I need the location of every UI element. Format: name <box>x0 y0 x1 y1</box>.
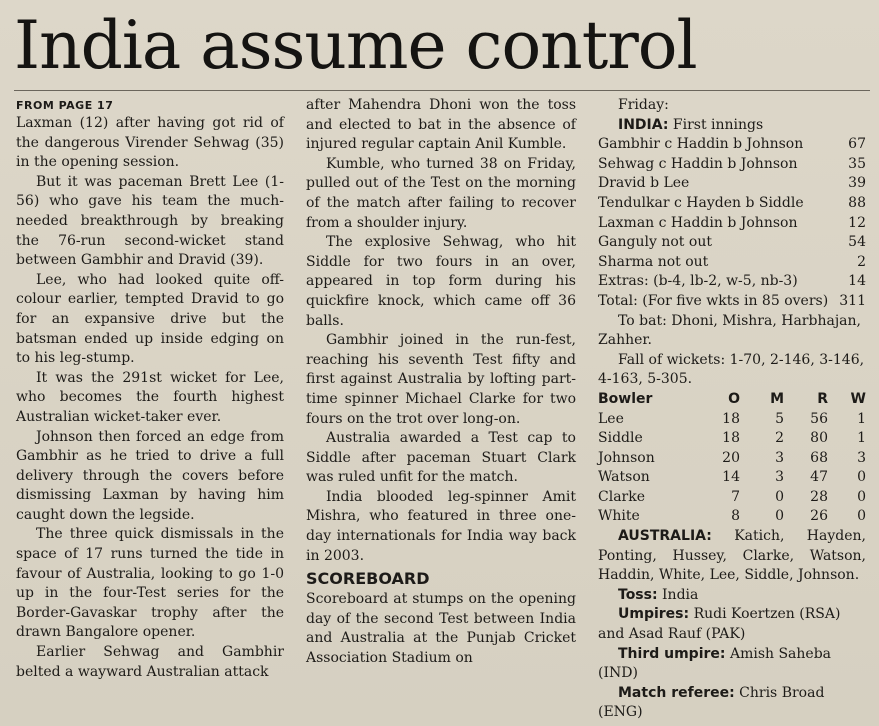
batsman: Laxman c Haddin b Johnson <box>598 214 798 231</box>
maidens: 0 <box>775 488 784 505</box>
fall-of-wickets: Fall of wickets: 1-70, 2-146, 3-146, 4-163, 5-305. <box>598 351 865 388</box>
runs: 88 <box>848 194 866 211</box>
third-umpire-label: Third umpire: <box>618 645 726 662</box>
scoreboard-day: Friday: <box>618 97 669 113</box>
australia-lineup <box>598 527 866 586</box>
extras-runs: 14 <box>848 273 866 290</box>
article-column-2 <box>306 96 576 669</box>
runs: 54 <box>848 234 866 251</box>
batting-row <box>598 233 866 253</box>
batting-row <box>598 253 866 273</box>
batting-row <box>598 174 866 194</box>
runs: 68 <box>810 449 828 466</box>
runs: 26 <box>810 508 828 525</box>
overs-header: O <box>728 390 740 407</box>
runs: 47 <box>810 469 828 486</box>
bowling-row <box>598 468 866 488</box>
extras-row <box>598 272 866 292</box>
wickets-header: W <box>850 390 866 407</box>
runs: 67 <box>848 136 866 153</box>
scoreboard-intro: Scoreboard at stumps on the opening day of the second Test between India and Australia at the Punjab Cricket Association Stadium on <box>306 591 576 667</box>
toss-value: India <box>662 586 699 603</box>
batting-row <box>598 214 866 234</box>
bowler: Lee <box>598 410 624 427</box>
paragraph: Earlier Sehwag and Gambhir belted a wayward Australian attack <box>16 644 284 680</box>
runs: 2 <box>857 253 866 270</box>
batsman: Sharma not out <box>598 253 709 270</box>
runs: 39 <box>848 175 866 192</box>
third-umpire-value: Amish Saheba (IND) <box>598 645 832 682</box>
runs: 12 <box>848 214 866 231</box>
bowler: Siddle <box>598 430 643 447</box>
batsman: Gambhir c Haddin b Johnson <box>598 136 804 153</box>
wickets: 0 <box>857 469 866 486</box>
wickets: 1 <box>857 410 866 427</box>
paragraph: India blooded leg-spinner Amit Mishra, who featured in three one-day internationals for India way back in 2003. <box>306 488 576 564</box>
wickets: 0 <box>857 488 866 505</box>
overs: 14 <box>722 469 740 486</box>
bowler: White <box>598 508 640 525</box>
bowler: Johnson <box>598 449 655 466</box>
paragraph: Johnson then forced an edge from Gambhir as he tried to drive a full delivery through the covers before dismissing Laxman by having him caught down the legside. <box>16 428 284 523</box>
extras-label: Extras: (b-4, lb-2, w-5, nb-3) <box>598 273 798 290</box>
australia-team: Katich, Hayden, Ponting, Hussey, Clarke, Watson, Haddin, White, Lee, Siddle, Johnson. <box>598 528 866 584</box>
runs: 35 <box>848 155 866 172</box>
bowling-row <box>598 488 866 508</box>
paragraph: Gambhir joined in the run-fest, reaching his seventh Test fifty and first against Australia by lofting part-time spinner Michael Clarke for two fours on the trot over long-on. <box>306 332 576 427</box>
total-label: Total: (For five wkts in 85 overs) <box>598 292 829 309</box>
bowler: Watson <box>598 469 650 486</box>
total-runs: 311 <box>839 292 866 309</box>
team-label: INDIA: <box>618 116 669 133</box>
article-column-1 <box>16 96 284 682</box>
paragraph: Laxman (12) after having got rid of the dangerous Virender Sehwag (35) in the opening session. <box>16 115 284 171</box>
paragraph: The three quick dismissals in the space of 17 runs turned the tide in favour of Australia, looking to go 1-0 up in the four-Test series for the Border-Gavaskar trophy after the drawn Bangalore opener. <box>16 526 284 641</box>
maidens: 3 <box>775 449 784 466</box>
batsman: Ganguly not out <box>598 234 712 251</box>
scoreboard-column <box>598 96 866 723</box>
paragraph: after Mahendra Dhoni won the toss and elected to bat in the absence of injured regular captain Anil Kumble. <box>306 97 576 153</box>
maidens: 5 <box>775 410 784 427</box>
paragraph: But it was paceman Brett Lee (1-56) who gave his team the much-needed breakthrough by breaking the 76-run second-wicket stand between Gambhir and Dravid (39). <box>16 173 284 269</box>
total-row <box>598 292 866 312</box>
referee-line <box>598 684 866 723</box>
wickets: 0 <box>857 508 866 525</box>
australia-label: AUSTRALIA: <box>618 528 712 545</box>
scoreboard-heading: SCOREBOARD <box>306 569 430 589</box>
bowling-header-row <box>598 390 866 410</box>
toss-line <box>598 586 866 606</box>
paragraph: Kumble, who turned 38 on Friday, pulled out of the Test on the morning of the match after failing to recover from a shoulder injury. <box>306 155 576 231</box>
headline-rule <box>14 90 870 91</box>
wickets: 1 <box>857 430 866 447</box>
bowler: Clarke <box>598 488 645 505</box>
maidens-header: M <box>770 390 784 407</box>
paragraph: Lee, who had looked quite off-colour earlier, tempted Dravid to go for an expansive drive but the batsman ended up inside edging on to his leg-stump. <box>16 271 284 367</box>
headline: India assume control <box>14 7 697 84</box>
maidens: 0 <box>775 508 784 525</box>
overs: 7 <box>731 488 740 505</box>
kicker: FROM PAGE 17 <box>16 99 114 112</box>
wickets: 3 <box>857 449 866 466</box>
runs-header: R <box>817 390 828 407</box>
batting-row <box>598 194 866 214</box>
bowling-row <box>598 410 866 430</box>
bowler-header: Bowler <box>598 390 653 407</box>
umpires-value: Rudi Koertzen (RSA) and Asad Rauf (PAK) <box>598 606 841 643</box>
paragraph: Australia awarded a Test cap to Siddle after paceman Stuart Clark was ruled unfit for the match. <box>306 430 576 486</box>
umpires-line <box>598 605 866 644</box>
paragraph: The explosive Sehwag, who hit Siddle for two fours in an over, appeared in top form during his quickfire knock, which came off 36 balls. <box>306 234 576 329</box>
toss-label: Toss: <box>618 586 658 603</box>
overs: 20 <box>722 449 740 466</box>
bowling-row <box>598 507 866 527</box>
batsman: Dravid b Lee <box>598 175 690 192</box>
umpires-label: Umpires: <box>618 606 690 623</box>
innings-title <box>598 116 866 136</box>
overs: 8 <box>731 508 740 525</box>
overs: 18 <box>722 430 740 447</box>
bowling-row <box>598 449 866 469</box>
runs: 56 <box>810 410 828 427</box>
maidens: 3 <box>775 469 784 486</box>
to-bat: To bat: Dhoni, Mishra, Harbhajan, Zahher. <box>598 312 861 349</box>
batsman: Sehwag c Haddin b Johnson <box>598 155 798 172</box>
paragraph: It was the 291st wicket for Lee, who becomes the fourth highest Australian wicket-taker ever. <box>16 369 284 425</box>
bowling-row <box>598 429 866 449</box>
maidens: 2 <box>775 430 784 447</box>
overs: 18 <box>722 410 740 427</box>
referee-value: Chris Broad (ENG) <box>598 684 825 721</box>
third-umpire-line <box>598 645 866 684</box>
referee-label: Match referee: <box>618 684 735 701</box>
bowling-table <box>598 390 866 527</box>
runs: 80 <box>810 430 828 447</box>
batsman: Tendulkar c Hayden b Siddle <box>598 194 804 211</box>
runs: 28 <box>810 488 828 505</box>
batting-row <box>598 155 866 175</box>
innings-label: First innings <box>672 116 764 133</box>
batting-row <box>598 135 866 155</box>
